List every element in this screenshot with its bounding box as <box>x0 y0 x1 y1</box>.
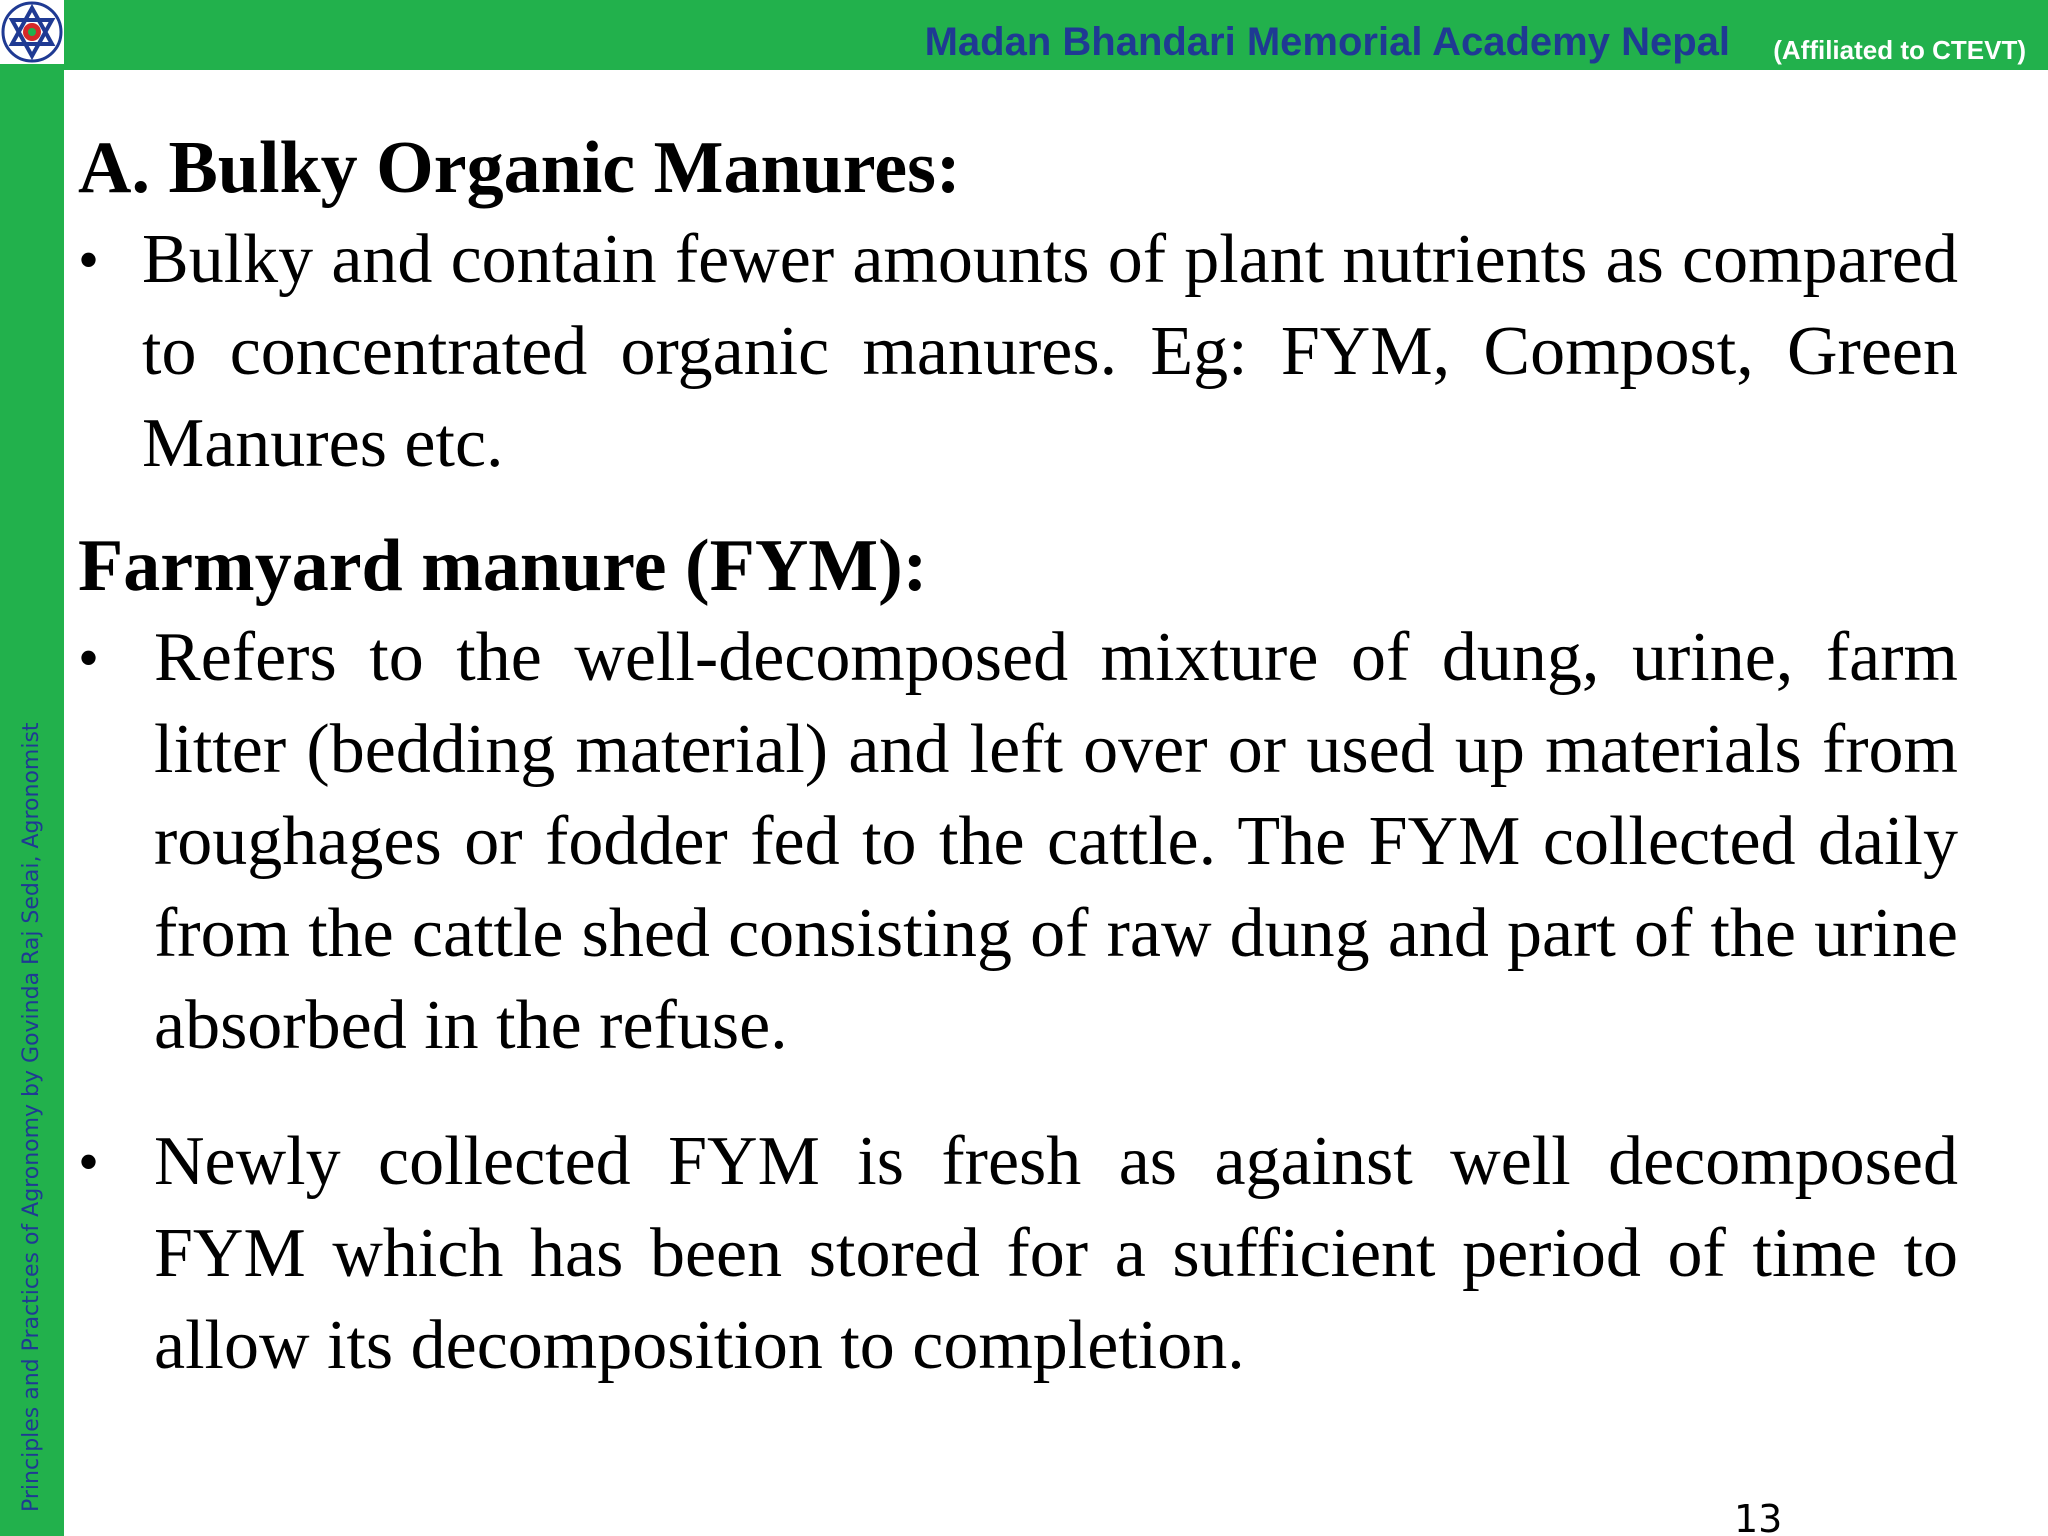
fym-bullet-2 <box>78 1116 1958 1392</box>
section-a-bullet <box>78 214 1958 490</box>
page-number: 13 <box>1734 1497 1783 1536</box>
bullet-icon: • <box>78 1129 100 1195</box>
section-a-heading: A. Bulky Organic Manures: <box>78 127 961 209</box>
bullet-icon: • <box>78 227 100 293</box>
fym-bullet-1-text: Refers to the well-decomposed mixture of dung, urine, farm litter (bedding material) and left over or used up materials from roughages or fodder fed to the cattle. The FYM collected daily from the cattle shed consisting of raw dung and part of the urine absorbed in the refuse. <box>154 619 1958 1064</box>
fym-heading: Farmyard manure (FYM): <box>78 525 928 607</box>
affiliation-label: (Affiliated to CTEVT) <box>1773 35 2026 65</box>
slide-content <box>78 122 1968 1392</box>
sidebar-footer <box>14 612 50 1512</box>
academy-logo-icon <box>0 0 64 64</box>
bullet-icon: • <box>78 625 100 691</box>
fym-bullet-1 <box>78 612 1958 1072</box>
fym-bullet-2-text: Newly collected FYM is fresh as against well decomposed FYM which has been stored for a sufficient period of time to allow its decomposition to completion. <box>154 1123 1958 1384</box>
section-a-bullet-text: Bulky and contain fewer amounts of plant nutrients as compared to concentrated organic manures. Eg: FYM, Compost, Green Manures etc. <box>142 221 1958 482</box>
academy-name: Madan Bhandari Memorial Academy Nepal <box>924 20 1730 64</box>
sidebar-footer-text: Principles and Practices of Agronomy by Govinda Raj Sedai, Agronomist <box>19 722 44 1512</box>
